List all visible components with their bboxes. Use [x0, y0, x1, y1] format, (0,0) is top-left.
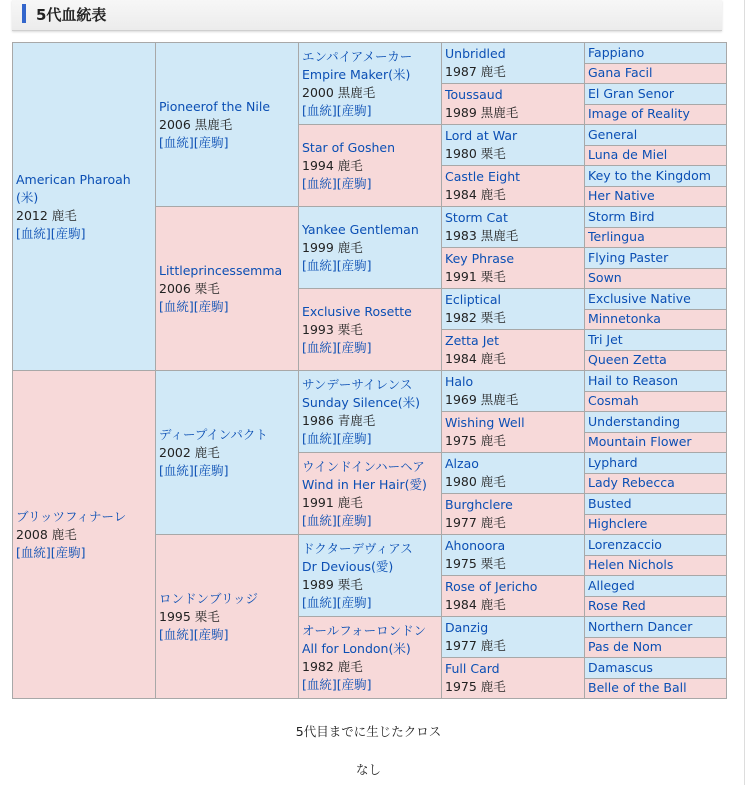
horse-name-link[interactable]: Minnetonka — [588, 311, 661, 327]
offspring-link[interactable]: [産駒] — [193, 134, 229, 150]
horse-birth-color: 2012 鹿毛 — [16, 207, 77, 223]
pedigree-cell-g3 — [299, 125, 442, 207]
horse-name-link[interactable]: General — [588, 126, 638, 142]
pedigree-cell-g1 — [13, 371, 156, 699]
pedigree-cell-g4 — [442, 166, 585, 207]
horse-name-link[interactable]: エンパイアメーカー — [302, 48, 413, 64]
horse-name-link[interactable]: Highclere — [588, 516, 648, 532]
pedigree-link[interactable]: [血統] — [16, 544, 51, 560]
pedigree-link[interactable]: [血統] — [159, 298, 194, 314]
page-edge-divider — [744, 0, 745, 785]
pedigree-cell-g5 — [585, 576, 727, 597]
pedigree-link[interactable]: [血統] — [302, 430, 337, 446]
offspring-link[interactable]: [産駒] — [50, 225, 86, 241]
horse-links — [16, 544, 152, 562]
header-accent-bar — [22, 4, 26, 23]
horse-links — [159, 134, 295, 152]
pedigree-cell-g5 — [585, 125, 727, 146]
pedigree-cell-g5 — [585, 617, 727, 638]
horse-name-link[interactable]: Terlingua — [588, 229, 645, 245]
horse-birth-color: 1980 栗毛 — [445, 146, 506, 161]
horse-birth-color: 1984 鹿毛 — [445, 187, 506, 202]
offspring-link[interactable]: [産駒] — [336, 430, 372, 446]
horse-name-link[interactable]: ドクターデヴィアス — [302, 540, 413, 556]
pedigree-cell-g5 — [585, 453, 727, 474]
horse-name-link[interactable]: Storm Bird — [588, 208, 655, 224]
horse-name-link[interactable]: Busted — [588, 495, 632, 511]
pedigree-link[interactable]: [血統] — [159, 134, 194, 150]
pedigree-cell-g5 — [585, 309, 727, 330]
pedigree-cell-g5 — [585, 330, 727, 351]
horse-birth-color: 1984 鹿毛 — [445, 351, 506, 366]
offspring-link[interactable]: [産駒] — [336, 175, 372, 191]
pedigree-cell-g5 — [585, 494, 727, 515]
horse-alt-name-link[interactable]: Wind in Her Hair(愛) — [302, 476, 427, 492]
horse-birth-color: 1991 栗毛 — [445, 269, 506, 284]
offspring-link[interactable]: [産駒] — [336, 339, 372, 355]
section-header — [12, 0, 722, 31]
pedigree-cell-g1 — [13, 43, 156, 371]
pedigree-cell-g5 — [585, 432, 727, 453]
horse-name-link[interactable]: Ahonoora — [445, 538, 506, 553]
pedigree-cell-g4 — [442, 43, 585, 84]
offspring-link[interactable]: [産駒] — [336, 594, 372, 610]
horse-name-link[interactable]: Rose Red — [588, 598, 646, 614]
pedigree-table — [12, 42, 727, 699]
horse-name-link[interactable]: Key to the Kingdom — [588, 167, 711, 183]
pedigree-link[interactable]: [血統] — [302, 339, 337, 355]
pedigree-cell-g5 — [585, 268, 727, 289]
pedigree-cell-g5 — [585, 248, 727, 269]
pedigree-link[interactable]: [血統] — [302, 512, 337, 528]
offspring-link[interactable]: [産駒] — [336, 512, 372, 528]
pedigree-cell-g5 — [585, 678, 727, 699]
pedigree-cell-g5 — [585, 596, 727, 617]
pedigree-cell-g2 — [156, 535, 299, 699]
offspring-link[interactable]: [産駒] — [336, 102, 372, 118]
pedigree-cell-g5 — [585, 350, 727, 371]
horse-name-link[interactable]: Storm Cat — [445, 210, 508, 225]
pedigree-cell-g2 — [156, 43, 299, 207]
pedigree-cell-g5 — [585, 391, 727, 412]
horse-name-link[interactable]: Alleged — [588, 577, 635, 593]
horse-name-link[interactable]: El Gran Senor — [588, 85, 675, 101]
horse-name-link[interactable]: Gana Facil — [588, 65, 653, 81]
horse-links — [302, 175, 438, 193]
horse-name-link[interactable]: Hail to Reason — [588, 372, 679, 388]
horse-name-link[interactable]: Exclusive Rosette — [302, 303, 412, 319]
horse-links — [159, 462, 295, 480]
pedigree-cell-g5 — [585, 473, 727, 494]
horse-name-link[interactable]: Sown — [588, 270, 622, 286]
horse-name-link[interactable]: Full Card — [445, 661, 500, 676]
pedigree-cell-g4 — [442, 535, 585, 576]
horse-birth-color: 1984 鹿毛 — [445, 597, 506, 612]
horse-links — [302, 512, 438, 530]
pedigree-cell-g4 — [442, 617, 585, 658]
pedigree-cell-g3 — [299, 207, 442, 289]
horse-name-link[interactable]: Wishing Well — [445, 415, 525, 430]
pedigree-cell-g5 — [585, 145, 727, 166]
horse-birth-color: 2006 栗毛 — [159, 280, 220, 296]
horse-name-link[interactable]: Damascus — [588, 659, 653, 675]
horse-name-link[interactable]: Understanding — [588, 413, 681, 429]
pedigree-cell-g5 — [585, 227, 727, 248]
horse-name-link[interactable]: Belle of the Ball — [588, 680, 687, 696]
horse-name-link[interactable]: サンデーサイレンス — [302, 376, 413, 392]
horse-birth-color: 2002 鹿毛 — [159, 444, 220, 460]
pedigree-cell-g5 — [585, 84, 727, 105]
horse-links — [159, 298, 295, 316]
pedigree-cell-g5 — [585, 371, 727, 392]
horse-links — [302, 430, 438, 448]
horse-name-link[interactable]: Lorenzaccio — [588, 536, 662, 552]
pedigree-cell-g3 — [299, 43, 442, 125]
horse-name-link[interactable]: Fappiano — [588, 44, 645, 60]
pedigree-row — [13, 371, 727, 392]
pedigree-link[interactable]: [血統] — [159, 462, 194, 478]
horse-links — [302, 594, 438, 612]
pedigree-cell-g3 — [299, 371, 442, 453]
horse-name-link[interactable]: Unbridled — [445, 46, 506, 61]
horse-birth-color: 1975 栗毛 — [445, 556, 506, 571]
pedigree-cell-g5 — [585, 186, 727, 207]
horse-birth-color: 1986 青鹿毛 — [302, 412, 376, 428]
horse-name-link[interactable]: Danzig — [445, 620, 489, 635]
pedigree-cell-g5 — [585, 514, 727, 535]
horse-birth-color: 2000 黒鹿毛 — [302, 84, 376, 100]
pedigree-cell-g4 — [442, 494, 585, 535]
horse-birth-color: 1993 栗毛 — [302, 321, 363, 337]
pedigree-cell-g5 — [585, 658, 727, 679]
pedigree-cell-g3 — [299, 289, 442, 371]
horse-name-link[interactable]: Mountain Flower — [588, 434, 692, 450]
horse-birth-color: 1989 黒鹿毛 — [445, 105, 519, 120]
offspring-link[interactable]: [産駒] — [193, 626, 229, 642]
pedigree-cell-g3 — [299, 535, 442, 617]
pedigree-cell-g5 — [585, 104, 727, 125]
horse-birth-color: 1999 鹿毛 — [302, 239, 363, 255]
pedigree-cell-g3 — [299, 453, 442, 535]
horse-name-link[interactable]: Zetta Jet — [445, 333, 499, 348]
horse-name-link[interactable]: Yankee Gentleman — [302, 221, 419, 237]
horse-name-link[interactable]: ロンドンブリッジ — [159, 590, 259, 606]
horse-name-link[interactable]: Her Native — [588, 188, 655, 204]
horse-birth-color: 2008 鹿毛 — [16, 526, 77, 542]
offspring-link[interactable]: [産駒] — [193, 298, 229, 314]
pedigree-link[interactable]: [血統] — [302, 676, 337, 692]
pedigree-cell-g2 — [156, 207, 299, 371]
horse-name-link[interactable]: Tri Jet — [588, 331, 623, 347]
pedigree-link[interactable]: [血統] — [302, 175, 337, 191]
pedigree-cell-g5 — [585, 637, 727, 658]
pedigree-cell-g4 — [442, 412, 585, 453]
horse-alt-name-link[interactable]: Empire Maker(米) — [302, 66, 411, 82]
horse-birth-color: 1995 栗毛 — [159, 608, 220, 624]
horse-name-link[interactable]: Cosmah — [588, 393, 639, 409]
pedigree-cell-g5 — [585, 207, 727, 228]
pedigree-cell-g4 — [442, 84, 585, 125]
horse-links — [159, 626, 295, 644]
horse-name-link[interactable]: Halo — [445, 374, 474, 389]
horse-birth-color: 1980 鹿毛 — [445, 474, 506, 489]
pedigree-link[interactable]: [血統] — [302, 257, 337, 273]
horse-birth-color: 1989 栗毛 — [302, 576, 363, 592]
pedigree-link[interactable]: [血統] — [302, 594, 337, 610]
pedigree-cell-g5 — [585, 555, 727, 576]
horse-name-link[interactable]: American Pharoah — [16, 171, 131, 187]
horse-birth-color: 1982 栗毛 — [445, 310, 506, 325]
pedigree-cell-g3 — [299, 617, 442, 699]
horse-name-link[interactable]: オールフォーロンドン — [302, 622, 427, 638]
horse-country-link[interactable]: (米) — [16, 189, 39, 205]
horse-name-link[interactable]: Key Phrase — [445, 251, 515, 266]
pedigree-cell-g4 — [442, 125, 585, 166]
horse-name-link[interactable]: Exclusive Native — [588, 290, 691, 306]
horse-name-link[interactable]: Queen Zetta — [588, 352, 667, 368]
horse-name-link[interactable]: Ecliptical — [445, 292, 502, 307]
pedigree-link[interactable]: [血統] — [159, 626, 194, 642]
horse-name-link[interactable]: ウインドインハーヘア — [302, 458, 425, 474]
horse-links — [302, 676, 438, 694]
pedigree-cell-g4 — [442, 207, 585, 248]
horse-name-link[interactable]: Star of Goshen — [302, 139, 396, 155]
offspring-link[interactable]: [産駒] — [336, 676, 372, 692]
horse-name-link[interactable]: Littleprincessemma — [159, 262, 283, 278]
horse-name-link[interactable]: Lord at War — [445, 128, 518, 143]
horse-name-link[interactable]: Toussaud — [445, 87, 503, 102]
horse-name-link[interactable]: Luna de Miel — [588, 147, 668, 163]
horse-links — [302, 102, 438, 120]
offspring-link[interactable]: [産駒] — [336, 257, 372, 273]
offspring-link[interactable]: [産駒] — [50, 544, 86, 560]
pedigree-link[interactable]: [血統] — [302, 102, 337, 118]
horse-name-link[interactable]: ブリッツフィナーレ — [16, 508, 127, 524]
horse-birth-color: 1975 鹿毛 — [445, 679, 506, 694]
horse-birth-color: 1991 鹿毛 — [302, 494, 363, 510]
pedigree-cell-g4 — [442, 289, 585, 330]
horse-name-link[interactable]: Lyphard — [588, 454, 638, 470]
horse-name-link[interactable]: Pas de Nom — [588, 639, 662, 655]
pedigree-cell-g5 — [585, 63, 727, 84]
horse-alt-name-link[interactable]: Sunday Silence(米) — [302, 394, 421, 410]
pedigree-cell-g5 — [585, 166, 727, 187]
horse-birth-color: 1977 鹿毛 — [445, 638, 506, 653]
section-title: 5代血統表 — [36, 6, 107, 24]
horse-name-link[interactable]: Northern Dancer — [588, 618, 693, 634]
pedigree-cell-g2 — [156, 371, 299, 535]
pedigree-cell-g4 — [442, 658, 585, 699]
pedigree-cell-g4 — [442, 576, 585, 617]
horse-name-link[interactable]: Helen Nichols — [588, 557, 674, 573]
horse-alt-name-link[interactable]: All for London(米) — [302, 640, 411, 656]
horse-links — [302, 257, 438, 275]
horse-birth-color: 1987 鹿毛 — [445, 64, 506, 79]
horse-links — [302, 339, 438, 357]
pedigree-link[interactable]: [血統] — [16, 225, 51, 241]
horse-links — [16, 225, 152, 243]
horse-birth-color: 1975 鹿毛 — [445, 433, 506, 448]
inbreeding-caption: 5代目までに生じたクロス — [295, 724, 442, 739]
pedigree-cell-g4 — [442, 371, 585, 412]
pedigree-row — [13, 43, 727, 64]
horse-birth-color: 2006 黒鹿毛 — [159, 116, 233, 132]
horse-birth-color: 1983 黒鹿毛 — [445, 228, 519, 243]
horse-name-link[interactable]: Rose of Jericho — [445, 579, 538, 594]
horse-name-link[interactable]: Lady Rebecca — [588, 475, 675, 491]
pedigree-cell-g4 — [442, 330, 585, 371]
pedigree-cell-g5 — [585, 43, 727, 64]
pedigree-cell-g5 — [585, 289, 727, 310]
horse-name-link[interactable]: Castle Eight — [445, 169, 521, 184]
horse-name-link[interactable]: Alzao — [445, 456, 479, 471]
horse-alt-name-link[interactable]: Dr Devious(愛) — [302, 558, 394, 574]
inbreeding-value: なし — [355, 762, 381, 777]
horse-name-link[interactable]: ディープインパクト — [159, 426, 268, 442]
horse-birth-color: 1977 鹿毛 — [445, 515, 506, 530]
pedigree-cell-g5 — [585, 412, 727, 433]
pedigree-cell-g4 — [442, 453, 585, 494]
offspring-link[interactable]: [産駒] — [193, 462, 229, 478]
horse-birth-color: 1969 黒鹿毛 — [445, 392, 519, 407]
pedigree-cell-g5 — [585, 535, 727, 556]
horse-birth-color: 1982 鹿毛 — [302, 658, 363, 674]
pedigree-cell-g4 — [442, 248, 585, 289]
horse-name-link[interactable]: Pioneerof the Nile — [159, 98, 271, 114]
horse-name-link[interactable]: Burghclere — [445, 497, 513, 512]
horse-name-link[interactable]: Flying Paster — [588, 249, 669, 265]
horse-name-link[interactable]: Image of Reality — [588, 106, 690, 122]
horse-birth-color: 1994 鹿毛 — [302, 157, 363, 173]
